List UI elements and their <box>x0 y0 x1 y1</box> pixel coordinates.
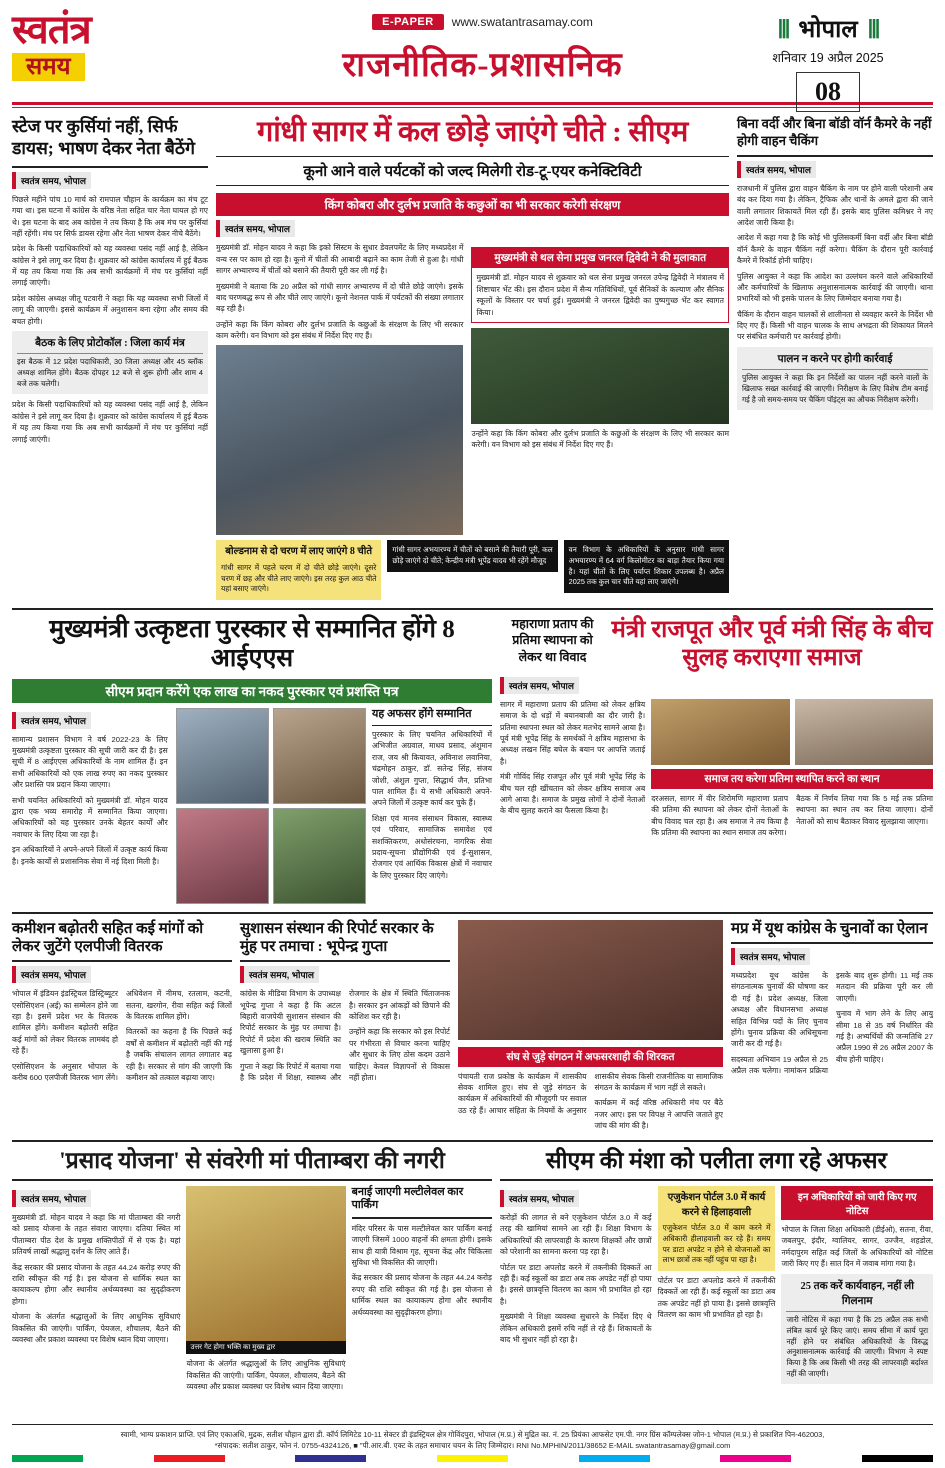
sushasan-para-1: कांग्रेस के मीडिया विभाग के उपाध्यक्ष भूपेन्द्र गुप्ता ने कहा है कि अटल बिहारी वाजपेयी सुशासन संस्थान की रिपोर्ट सरकार के मुंह पर तमाचा है। रिपोर्ट में प्रदेश की खराब स्थिति का खुलासा हुआ है। <box>240 989 341 1056</box>
lpg-headline[interactable]: कमीशन बढ़ोतरी सहित कई मांगों को लेकर जुटेंगे एलपीजी वितरक <box>12 920 232 963</box>
section-divider-1 <box>12 608 933 610</box>
right-para-4: चैकिंग के दौरान वाहन चालकों से शालीनता से व्यवहार करने के निर्देश भी दिए गए हैं। किसी भी वाहन चालक के साथ अभद्रता की शिकायत मिलने पर संबंधित कर्मचारी पर कार्रवाई होगी। <box>737 309 933 342</box>
cm-intent-body-2 <box>658 1275 776 1321</box>
right-headline[interactable]: बिना वर्दी और बिना बॉडी वॉर्न कैमरे के नहीं होगी वाहन चैकिंग <box>737 116 933 157</box>
youth-congress-body <box>731 970 933 1077</box>
officer-photo <box>273 708 366 804</box>
awards-headline[interactable]: मुख्यमंत्री उत्कृष्टता पुरस्कार से सम्मानित होंगे 8 आईएएस <box>49 616 455 672</box>
notice-title: इन अधिकारियों को जारी किए गए नोटिस <box>781 1186 933 1220</box>
prasad-image-caption: उत्तर गेट होगा भक्ति का मुख्य द्वार <box>186 1341 345 1354</box>
prasad-byline: स्वतंत्र समय, भोपाल <box>12 1190 91 1207</box>
cheetah-caption-box: गांधी सागर अभयारण्य में चीतों को बसाने की तैयारी पूरी, कल छोड़े जाएंगे दो चीते; केन्द्रीय मंत्री भूपेंद्र यादव भी रहेंगे मौजूद <box>387 540 557 571</box>
left-info-box-title: बैठक के लिए प्रोटोकॉल : जिला कार्य मंत्र <box>17 336 203 354</box>
newspaper-logo <box>12 7 242 81</box>
parking-title: बनाई जाएगी मल्टीलेवल कार पार्किंग <box>352 1186 492 1219</box>
colorbar-white-3 <box>366 1455 437 1462</box>
lpg-byline: स्वतंत्र समय, भोपाल <box>12 966 91 983</box>
sangh-para-1: पंचायती राज प्रकोष्ठ के कार्यक्रम में शासकीय सेवक शामिल हुए। संघ से जुड़े संगठन के कार्यक्रम में अधिकारियों की मौजूदगी पर सवाल उठ रहे हैं। आचार संहिता के नियमों के अनुसार शासकीय सेवक किसी राजनीतिक या सामाजिक संगठन के कार्यक्रम में भाग नहीं ले सकते। <box>458 1071 723 1115</box>
left-info-box <box>12 331 208 394</box>
right-info-box <box>737 347 933 410</box>
footer-line-2: *संपादक: सतीश ठाकुर, फोन नं. 0755-4324126, ■ "पी.आर.बी. एक्ट के तहत समाचार चयन के लिए जिम्मेदार। RNI No.MPHIN/2011/38652 E-MAIL swatantrasamay@gmail.com <box>214 1440 731 1450</box>
colorbar-black <box>862 1455 933 1462</box>
left-para-2: प्रदेश के किसी पदाधिकारियों को यह व्यवस्था पसंद नहीं आई है, लेकिन कांग्रेस ने इसे लागू कर दिया है। शुक्रवार को कांग्रेस कार्यालय में हुई बैठक में यह तय किया गया कि अब सभी कार्यक्रमों में मंच पर कुर्सियां नहीं लगाई जाएंगी। <box>12 244 208 288</box>
right-byline: स्वतंत्र समय, भोपाल <box>737 161 816 178</box>
band-4 <box>12 1148 933 1397</box>
colorbar-cyan <box>579 1455 650 1462</box>
recon-para-1: सागर में महाराणा प्रताप की प्रतिमा को लेकर क्षत्रिय समाज के दो धड़ों में बयानबाजी का दौर जारी है। प्रतिमा स्थापना स्थल को लेकर मतभेद सामने आया है। पूर्व मंत्री भूपेंद्र सिंह के समर्थकों ने क्षत्रिय महासभा के अध्यक्ष लखन सिंह बघेल के बयान पर आपत्ति जताई है। <box>500 699 646 766</box>
cmi-para-4: पोर्टल पर डाटा अपलोड करने में तकनीकी दिक्कतें आ रही हैं। कई स्कूलों का डाटा अब तक अपडेट नहीं हो पाया है। इससे छात्रवृत्ति वितरण का काम भी प्रभावित हो रहा है। <box>657 1276 776 1320</box>
left-para-1: पिछले महीने पांच 10 मार्च को रामपाल चौहान के कार्यक्रम का मंच टूट गया था। इस घटना में कांग्रेस के वरिष्ठ नेता सहित चार नेता घायल हो गए थे। इस घटना के बाद अब कांग्रेस ने तय किया है कि अब मंच पर कुर्सियां नहीं रहेंगी। मंच पर सिर्फ डायस रहेगा और नेता भाषण देकर नीचे बैठेंगे। <box>12 194 208 238</box>
reconciliation-headline[interactable]: मंत्री राजपूत और पूर्व मंत्री सिंह के बीच सुलह कराएगा समाज <box>611 617 933 672</box>
lead-para-3: उन्होंने कहा कि किंग कोबरा और दुर्लभ प्रजाति के कछुओं के संरक्षण के लिए भी सरकार काम करेगी। वन विभाग को इस संबंध में निर्देश दिए गए हैं। <box>216 319 464 341</box>
awards-subheadline: सीएम प्रदान करेंगे एक लाख का नकद पुरस्कार एवं प्रशस्ति पत्र <box>12 679 492 703</box>
lead-headline[interactable]: गांधी सागर में कल छोड़े जाएंगे चीते : सीएम <box>256 116 689 148</box>
officer-photo <box>176 708 269 804</box>
right-para-3: पुलिस आयुक्त ने कहा कि आदेश का उल्लंघन करने वाले अधिकारियों और कर्मचारियों के खिलाफ अनुशासनात्मक कार्रवाई की जाएगी। थाना प्रभारियों को भी इसके पालन के लिए जिम्मेदार बनाया गया है। <box>737 271 933 304</box>
logo-sub-text: समय <box>12 53 85 81</box>
deadline-box-text: जारी नोटिस में कहा गया है कि 25 अप्रैल तक सभी लंबित कार्य पूरे किए जाएं। समय सीमा में कार्य पूरा नहीं होने पर संबंधित अधिकारियों के विरुद्ध अनुशासनात्मक कार्रवाई की जाएगी। विभाग ने स्पष्ट किया है कि अब किसी भी तरह की लापरवाही बर्दाश्त नहीं की जाएगी। <box>786 1315 928 1378</box>
reconciliation-block <box>500 616 933 904</box>
colorbar-red <box>154 1455 225 1462</box>
awards-para-3: इन अधिकारियों ने अपने-अपने जिलों में उत्कृष्ट कार्य किया है। इनके कार्यों से प्रशासनिक सेवा में नई दिशा मिली है। <box>12 845 168 866</box>
colorbar-white <box>83 1455 154 1462</box>
left-body <box>12 194 208 327</box>
sushasan-para-2: गुप्ता ने कहा कि रिपोर्ट में बताया गया है कि प्रदेश में शिक्षा, स्वास्थ्य और रोजगार के क्षेत्र में स्थिति चिंताजनक है। सरकार इन आंकड़ों को छिपाने की कोशिश कर रही है। <box>240 989 450 1082</box>
sushasan-headline[interactable]: सुशासन संस्थान की रिपोर्ट सरकार के मुंह पर तमाचा : भूपेन्द्र गुप्ता <box>240 920 450 963</box>
cheetah-phase-text: गांधी सागर में पहले चरण में दो चीते छोड़े जाएंगे। दूसरे चरण में छह और चीते लाए जाएंगे। इस तरह कुल आठ चीते यहां बसाए जाएंगे। <box>221 562 377 594</box>
awards-photo-row-2 <box>176 808 366 904</box>
right-para-2: आदेश में कहा गया है कि कोई भी पुलिसकर्मी बिना वर्दी और बिना बॉडी वॉर्न कैमरे के वाहन चैकिंग नहीं करेगा। चैकिंग के दौरान पूरी कार्रवाई कैमरे में रिकॉर्ड होनी चाहिए। <box>737 233 933 266</box>
lead-body-2 <box>471 428 729 451</box>
cm-intent-story <box>500 1148 933 1397</box>
cheetah-detail-box: वन विभाग के अधिकारियों के अनुसार गांधी सागर अभयारण्य में 64 वर्ग किलोमीटर का बाड़ा तैयार किया गया है। यहां चीतों के लिए पर्याप्त शिकार उपलब्ध है। अप्रैल 2025 तक कुल चार चीते यहां लाए जाएंगे। <box>564 540 729 592</box>
edition-date: शनिवार 19 अप्रैल 2025 <box>772 51 884 65</box>
minister-rajput-photo <box>651 699 789 765</box>
cm-army-chief-photo <box>216 345 463 535</box>
recon-para-2: मंत्री गोविंद सिंह राजपूत और पूर्व मंत्री भूपेंद्र सिंह के बीच चल रही खींचतान को लेकर क्षत्रिय समाज अब आगे आया है। समाज के प्रमुख लोगों ने दोनों नेताओं के बीच सुलह कराने का फैसला किया है। <box>500 772 646 816</box>
cm-intent-rule <box>500 1179 933 1181</box>
epaper-row <box>242 14 723 30</box>
page-number: 08 <box>796 72 860 112</box>
color-registration-bar <box>12 1455 933 1462</box>
prasad-body <box>12 1212 180 1345</box>
yc-para-1: मध्यप्रदेश यूथ कांग्रेस के संगठनात्मक चुनावों की घोषणा कर दी गई है। प्रदेश अध्यक्ष, जिला अध्यक्ष और विधानसभा अध्यक्ष सहित विभिन्न पदों के लिए चुनाव होंगे। चुनाव प्रक्रिया की अधिसूचना जारी कर दी गई है। <box>731 970 828 1049</box>
left-column <box>12 116 208 600</box>
right-info-box-title: पालन न करने पर होगी कार्रवाई <box>742 352 928 370</box>
officer-photo <box>273 808 366 904</box>
lpg-para-1: भोपाल में इंडियन इंडस्ट्रियल डिस्ट्रिब्यूटर एसोसिएशन (अई) का सम्मेलन होने जा रहा है। इसमें प्रदेश भर के वितरक शामिल होंगे। कमीशन बढ़ोतरी सहित कई मांगों को लेकर वितरक लामबंद हो रहे हैं। <box>12 989 118 1056</box>
lead-byline: स्वतंत्र समय, भोपाल <box>216 220 295 237</box>
cmi-para-3: मुख्यमंत्री ने शिक्षा व्यवस्था सुधारने के निर्देश दिए थे लेकिन अधिकारी इसमें रुचि नहीं ले रहे हैं। शिकायतों के बाद भी सुधार नहीं हो रहा है। <box>500 1312 652 1344</box>
right-body <box>737 183 933 343</box>
masthead-right <box>723 10 933 112</box>
reconciliation-body-2 <box>651 793 933 839</box>
prasad-headline[interactable]: 'प्रसाद योजना' से संवरेगी मां पीताम्बरा की नगरी <box>59 1147 445 1173</box>
awards-side-text: पुरस्कार के लिए चयनित अधिकारियों में अभिजीत अग्रवाल, माधव प्रसाद, अंशुमान राज, जय श्री कियावत, अविनाश लवानिया, चंद्रमोहन ठाकुर, डॉ. सतेन्द्र सिंह, संजय जोशी, अंशुल गुप्ता, सिद्धार्थ जैन, प्रतिभा पाल शामिल हैं। ये सभी अधिकारी अपने-अपने जिलों में उत्कृष्ट कार्य कर चुके हैं। <box>372 730 492 808</box>
army-chief-inset <box>471 247 729 323</box>
band-1 <box>12 616 933 904</box>
left-info-box-text: इस बैठक में 12 प्रदेश पदाधिकारी, 30 जिला अध्यक्ष और 45 ब्लॉक अध्यक्ष शामिल होंगे। बैठक दोपहर 12 बजे से शुरू होगी और शाम 4 बजे तक चलेगी। <box>17 357 203 388</box>
prasad-para-3: योजना के अंतर्गत श्रद्धालुओं के लिए आधुनिक सुविधाएं विकसित की जाएंगी। पार्किंग, पेयजल, शौचालय, बैठने की व्यवस्था और प्रकाश व्यवस्था पर विशेष ध्यान दिया जाएगा। <box>12 1312 181 1344</box>
sushasan-byline: स्वतंत्र समय, भोपाल <box>240 966 319 983</box>
left-para-3: प्रदेश कांग्रेस अध्यक्ष जीतू पटवारी ने कहा कि यह व्यवस्था सभी जिलों में लागू की जाएगी। इससे कार्यक्रम में अनुशासन बना रहेगा और समय की बचत होगी। <box>12 293 208 326</box>
sangh-para-2: कार्यक्रम में कई वरिष्ठ अधिकारी मंच पर बैठे नजर आए। इस पर विपक्ष ने आपत्ति जताते हुए जांच की मांग की है। <box>594 1098 723 1131</box>
lead-body <box>216 242 463 341</box>
deadline-box-title: 25 तक करें कार्यवाहन, नहीं ली गिलनाम <box>786 1279 928 1312</box>
lead-red-strip: किंग कोबरा और दुर्लभ प्रजाति के कछुओं का भी सरकार करेगी संरक्षण <box>216 193 729 216</box>
left-para-2-cont: प्रदेश के किसी पदाधिकारियों को यह व्यवस्था पसंद नहीं आई है, लेकिन कांग्रेस ने इसे लागू कर दिया है। शुक्रवार को कांग्रेस कार्यालय में हुई बैठक में यह तय किया गया कि अब सभी कार्यक्रमों में मंच पर कुर्सियां नहीं लगाई जाएंगी। <box>12 400 208 444</box>
colorbar-white-5 <box>650 1455 721 1462</box>
right-info-box-text: पुलिस आयुक्त ने कहा कि इन निर्देशों का पालन नहीं करने वालों के खिलाफ सख्त कार्रवाई की जाएगी। निरीक्षण के लिए विशेष टीम बनाई गई है जो समय-समय पर चैकिंग पॉइंट्स का औचक निरीक्षण करेगी। <box>742 373 928 404</box>
lpg-para-3: वितरकों का कहना है कि पिछले कई वर्षों से कमीशन में बढ़ोतरी नहीं की गई है जबकि संचालन लागत लगातार बढ़ रही है। सरकार से मांग की जाएगी कि कमीशन को तत्काल बढ़ाया जाए। <box>126 1027 232 1082</box>
cheetah-phase-title: बोल्डनाम से दो चरण में लाए जाएंगे 8 चीते <box>225 546 373 558</box>
cm-intent-body <box>500 1212 652 1345</box>
recon-para-4: बैठक में निर्णय लिया गया कि 5 मई तक प्रतिमा स्थापना का स्थान तय कर लिया जाएगा। दोनों नेताओं को साथ बैठाकर विवाद सुलझाया जाएगा। <box>796 793 933 826</box>
site-url[interactable]: www.swatantrasamay.com <box>451 15 593 29</box>
sangh-body <box>458 1071 723 1132</box>
colorbar-green <box>12 1455 83 1462</box>
youth-congress-story <box>731 920 933 1132</box>
ex-minister-singh-photo <box>795 699 933 765</box>
lead-subheadline: कूनो आने वाले पर्यटकों को जल्द मिलेगी रोड-टू-एयर कनेक्टिविटी <box>216 156 729 186</box>
awards-side-text-2: शिक्षा एवं मानव संसाधन विकास, स्वास्थ्य एवं परिवार, सामाजिक समावेश एवं सशक्तिकरण, अधोसंरचना, नागरिक सेवा प्रदाय-सूचना प्रौद्योगिकी एवं ई-सुशासन, रोजगार एवं आर्थिक विकास क्षेत्रों में नवाचार के लिए पुरस्कार दिए जाएंगे। <box>372 813 492 880</box>
band-3 <box>12 920 933 1132</box>
parking-text: मंदिर परिसर के पास मल्टीलेवल कार पार्किंग बनाई जाएगी जिसमें 1000 वाहनों की क्षमता होगी। इसके साथ ही यात्री विश्राम गृह, सूचना केंद्र और चिकित्सा सुविधा भी विकसित की जाएगी। <box>351 1223 492 1268</box>
cmi-para-2: पोर्टल पर डाटा अपलोड करने में तकनीकी दिक्कतें आ रही हैं। कई स्कूलों का डाटा अब तक अपडेट नहीं हो पाया है। इससे छात्रवृत्ति वितरण का काम भी प्रभावित हो रहा है। <box>500 1262 652 1306</box>
cm-intent-headline[interactable]: सीएम की मंशा को पलीता लगा रहे अफसर <box>546 1147 887 1173</box>
officer-photo <box>176 808 269 904</box>
left-body-cont <box>12 399 208 519</box>
right-para-1: राजधानी में पुलिस द्वारा वाहन चैकिंग के नाम पर होने वाली परेशानी अब बंद कर दिया गया है। लेकिन, ट्रैफिक और थानों के अमले द्वारा की जाने वाली लगातार शिकायतें मिल रही हैं। इसके बाद पुलिस कमिश्नर ने नए आदेश जारी किया है। <box>737 183 933 227</box>
youth-congress-byline: स्वतंत्र समय, भोपाल <box>731 948 810 965</box>
left-byline: स्वतंत्र समय, भोपाल <box>12 172 91 189</box>
prasad-rule <box>12 1179 492 1181</box>
sangh-story <box>458 920 723 1132</box>
yc-para-3: चुनाव में भाग लेने के लिए आयु सीमा 18 से 35 वर्ष निर्धारित की गई है। अभ्यर्थियों की जन्मतिथि 27 अप्रैल 1990 से 26 अप्रैल 2007 के बीच होनी चाहिए। <box>836 1009 933 1064</box>
sangh-headline: संघ से जुड़े संगठन में अफसरशाही की शिरकत <box>458 1047 723 1067</box>
army-chief-portrait <box>471 328 729 424</box>
section-divider-3 <box>12 1140 933 1142</box>
left-headline[interactable]: स्टेज पर कुर्सियां नहीं, सिर्फ डायस; भाषण देकर नेता बैठेंगे <box>12 116 208 168</box>
notice-text: भोपाल के जिला शिक्षा अधिकारी (डीईओ), सतना, रीवा, जबलपुर, इंदौर, ग्वालियर, सागर, उज्जैन, शहडोल, नर्मदापुरम सहित कई जिलों के अधिकारियों को नोटिस जारी किए गए हैं। सात दिन में जवाब मांगा गया है। <box>781 1225 933 1269</box>
reconciliation-body <box>500 699 645 817</box>
center-column <box>216 116 729 600</box>
edition-line <box>723 12 933 45</box>
colorbar-white-2 <box>225 1455 296 1462</box>
army-chief-inset-title: मुख्यमंत्री से थल सेना प्रमुख जनरल द्विवेदी ने की मुलाकात <box>472 248 728 268</box>
reconciliation-red-strip: समाज तय करेगा प्रतिमा स्थापित करने का स्थान <box>651 769 933 789</box>
prasad-para-4: योजना के अंतर्गत श्रद्धालुओं के लिए आधुनिक सुविधाएं विकसित की जाएंगी। पार्किंग, पेयजल, शौचालय, बैठने की व्यवस्था और प्रकाश व्यवस्था पर विशेष ध्यान दिया जाएगा। <box>186 1359 346 1391</box>
lead-para-2: मुख्यमंत्री ने बताया कि 20 अप्रैल को गांधी सागर अभ्यारण्य में दो चीते छोड़े जाएंगे। इसके बाद चरणबद्ध रूप से और चीते लाए जाएंगे। कूनो नेशनल पार्क में पर्यटकों की संख्या लगातार बढ़ रही है। <box>216 281 464 314</box>
awards-para-2: सभी चयनित अधिकारियों को मुख्यमंत्री डॉ. मोहन यादव द्वारा एक भव्य समारोह में सम्मानित किया जाएगा। अधिकारियों को यह पुरस्कार उनके बेहतर कार्यों और नवाचार के लिए दिया जा रहा है। <box>12 795 168 839</box>
logo-main-text: स्वतंत्र <box>12 7 91 52</box>
pitambara-idol-photo <box>186 1186 345 1341</box>
reconciliation-byline: स्वतंत्र समय, भोपाल <box>500 677 579 694</box>
deadline-box <box>781 1274 933 1385</box>
awards-byline: स्वतंत्र समय, भोपाल <box>12 712 91 729</box>
awards-para-1: सामान्य प्रशासन विभाग ने वर्ष 2022-23 के लिए मुख्यमंत्री उत्कृष्टता पुरस्कार की सूची जारी कर दी है। इस सूची में 8 आईएएस अधिकारियों के नाम शामिल हैं। इन सभी अधिकारियों को एक लाख रुपए का नकद पुरस्कार और प्रशस्ति पत्र प्रदान किया जाएगा। <box>12 734 168 790</box>
recon-para-3: दरअसल, सागर में वीर शिरोमणि महाराणा प्रताप की प्रतिमा की स्थापना को लेकर दोनों नेताओं के बीच विवाद चल रहा है। अब समाज ने तय किया है कि प्रतिमा की स्थापना का स्थान समाज तय करेगा। <box>651 793 789 837</box>
army-chief-inset-text: मुख्यमंत्री डॉ. मोहन यादव से शुक्रवार को थल सेना प्रमुख जनरल उपेन्द्र द्विवेदी ने मंत्रालय में शिष्टाचार भेंट की। इस दौरान प्रदेश में सैन्य गतिविधियों, पूर्व सैनिकों के कल्याण और सैनिक स्कूलों के विस्तार पर चर्चा हुई। मुख्यमंत्री ने जनरल द्विवेदी का पुष्पगुच्छ भेंट कर स्वागत किया। <box>476 273 724 317</box>
prasad-para-1: मुख्यमंत्री डॉ. मोहन यादव ने कहा कि मां पीताम्बरा की नगरी को प्रसाद योजना के तहत संवारा जाएगा। दतिया स्थित मां पीताम्बरा पीठ देश के प्रमुख शक्तिपीठों में से एक है। यहां प्रतिवर्ष लाखों श्रद्धालु दर्शन के लिए आते हैं। <box>12 1213 181 1257</box>
edu-portal-box-title: एजुकेशन पोर्टल 3.0 में कार्य करने से हिलाहवाली <box>667 1192 766 1218</box>
masthead-center <box>242 10 723 86</box>
parking-text-2: केंद्र सरकार की प्रसाद योजना के तहत 44.24 करोड़ रुपए की राशि स्वीकृत की गई है। इस योजना से धार्मिक स्थल का कायाकल्प होगा और स्थानीय अर्थव्यवस्था का सुदृढ़ीकरण होगा। <box>351 1273 492 1317</box>
youth-congress-headline[interactable]: मप्र में यूथ कांग्रेस के चुनावों का ऐलान <box>731 920 933 944</box>
bars-icon-left: ||| <box>777 17 789 39</box>
cmi-para-1: करोड़ों की लागत से बने एजुकेशन पोर्टल 3.0 में कई तरह की खामियां सामने आ रही हैं। शिक्षा विभाग के अधिकारियों की लापरवाही के कारण शिक्षकों और छात्रों को परेशानी का सामना करना पड़ रहा है। <box>500 1213 652 1257</box>
prasad-para-2: केंद्र सरकार की प्रसाद योजना के तहत 44.24 करोड़ रुपए की राशि स्वीकृत की गई है। इस योजना से धार्मिक स्थल का कायाकल्प होगा और स्थानीय अर्थव्यवस्था का सुदृढ़ीकरण होगा। <box>12 1262 181 1306</box>
edu-portal-box-text: एजुकेशन पोर्टल 3.0 में काम करने में अधिकारी हीलाहवाली कर रहे हैं। समय पर डाटा अपडेट न होने से योजनाओं का लाभ छात्रों तक नहीं पहुंच पा रहा है। <box>662 1223 771 1265</box>
sushasan-story <box>240 920 450 1132</box>
edu-portal-box <box>658 1186 776 1271</box>
sangh-event-photo <box>458 920 723 1040</box>
lead-para-4: उन्होंने कहा कि किंग कोबरा और दुर्लभ प्रजाति के कछुओं के संरक्षण के लिए भी सरकार काम करेगी। वन विभाग को इस संबंध में निर्देश दिए गए हैं। <box>471 428 729 450</box>
sushasan-para-3: उन्होंने कहा कि सरकार को इस रिपोर्ट पर गंभीरता से विचार करना चाहिए और सुधार के लिए ठोस कदम उठाने चाहिए। केवल विज्ञापनों से विकास नहीं होता। <box>349 1027 450 1082</box>
footer-line-1: स्वामी, भाग्य प्रकाशन प्राप्ति. एवं लिए एकाअधि, मुद्रक, सतीश चौहान द्वारा डी. कॉर्प लिमिटेड 10-11 सेक्टर डी इंडस्ट्रियल क्षेत्र गोविंदपुरा, भोपाल (म.प्र.) से मुद्रित का. नं. 25 प्रियंका आफसेट एम.पी. नगर ग्रिंस कॉम्पलेक्स जोन-1 भोपाल (म.प्र.) से प्रकाशित पिन-462003, <box>120 1429 825 1439</box>
colorbar-magenta <box>720 1455 791 1462</box>
footer-imprint <box>12 1424 933 1462</box>
lpg-story <box>12 920 232 1132</box>
section-title: राजनीतिक-प्रशासनिक <box>342 47 623 84</box>
masthead <box>12 7 933 106</box>
awards-block <box>12 616 492 904</box>
lpg-body <box>12 988 232 1085</box>
edition-city: भोपाल <box>798 17 858 43</box>
colorbar-white-4 <box>508 1455 579 1462</box>
cm-intent-byline: स्वतंत्र समय, भोपाल <box>500 1190 579 1207</box>
prasad-yojana-story <box>12 1148 492 1397</box>
colorbar-yellow <box>437 1455 508 1462</box>
right-column <box>737 116 933 600</box>
top-zone <box>12 116 933 600</box>
bars-icon-right: ||| <box>867 17 879 39</box>
awards-photo-row-1 <box>176 708 366 804</box>
awards-body <box>12 734 168 867</box>
yc-para-2: सदस्यता अभियान 19 अप्रैल से 25 अप्रैल तक चलेगा। नामांकन प्रक्रिया इसके बाद शुरू होगी। 11 मई तक मतदान की प्रक्रिया पूरी कर ली जाएगी। <box>731 970 933 1076</box>
cheetah-phase-box <box>216 540 381 600</box>
colorbar-white-6 <box>791 1455 862 1462</box>
lead-para-1: मुख्यमंत्री डॉ. मोहन यादव ने कहा कि इको सिस्टम के सुधार डेवलपमेंट के लिए मध्यप्रदेश में वन्य रस पर काम हो रहा है। कूनो में चीतों की आबादी बढ़ाने का काम तेजी से हुआ है। गांधी सागर अभ्यारण्य में चीतों को बसाने की तैयारी पूरी कर ली गई है। <box>216 243 464 276</box>
section-divider-2 <box>12 912 933 914</box>
lpg-para-2: एसोसिएशन के अनुसार भोपाल के करीब 600 एलपीजी वितरक भाग लेंगे। अधिवेशन में नीमच, रतलाम, कटनी, सतना, खरगोन, रीवा सहित कई जिलों के वितरक शामिल होंगे। <box>12 989 232 1082</box>
awards-side-title: यह अफसर होंगे सम्मानित <box>372 708 492 726</box>
epaper-badge[interactable]: E-PAPER <box>372 14 444 30</box>
pratap-statue-kicker: महाराणा प्रताप की प्रतिमा स्थापना को लेकर था विवाद <box>511 617 594 664</box>
colorbar-blue <box>295 1455 366 1462</box>
sushasan-body <box>240 988 450 1085</box>
prasad-body-2 <box>186 1358 345 1392</box>
